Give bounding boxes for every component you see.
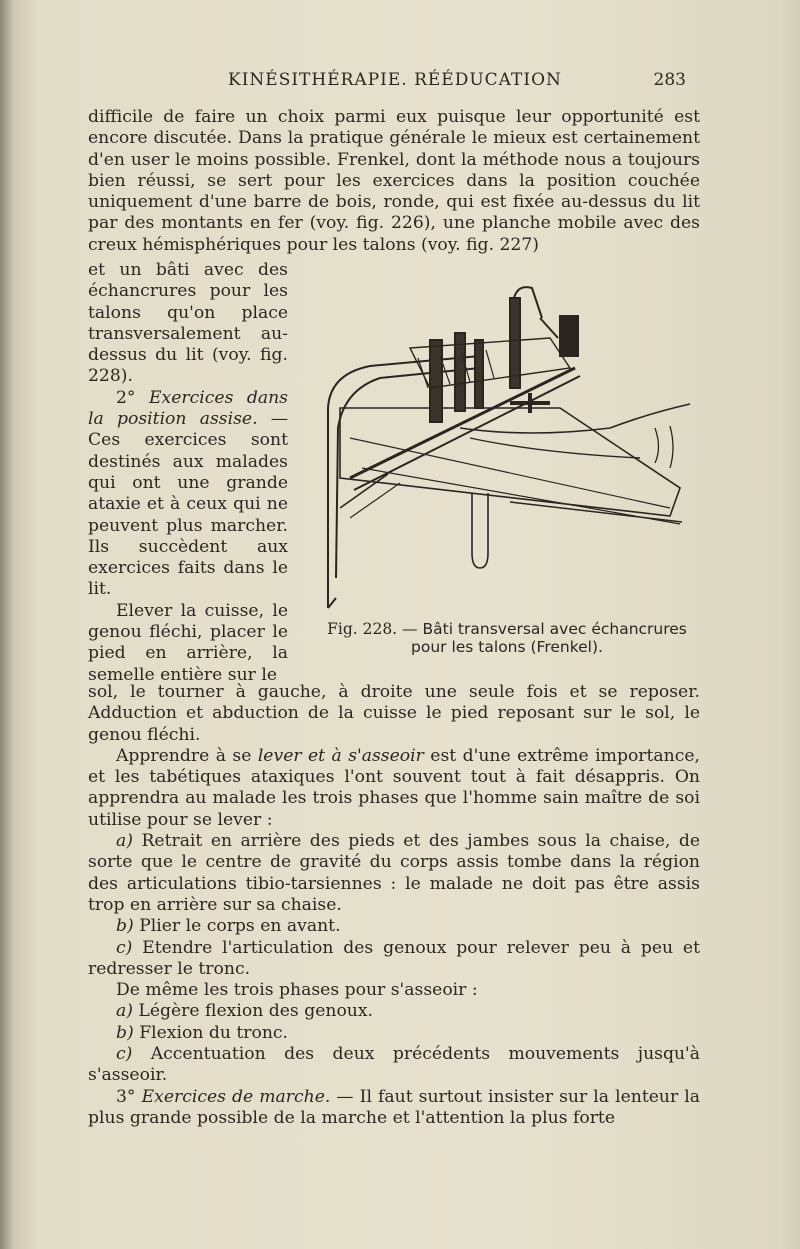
- figure-caption: [312, 620, 702, 656]
- body-text-bottom: [88, 682, 700, 1129]
- section-number: 2°: [116, 387, 136, 408]
- list-label: b): [116, 1022, 134, 1043]
- running-title: KINÉSITHÉRAPIE. RÉÉDUCATION: [228, 70, 562, 90]
- list-item: [88, 938, 700, 981]
- figure-228: [310, 278, 700, 612]
- section-text: — Ces exercices sont destinés aux malades qui ont une grande ataxie et à ceux qui ne peuvent plus marcher. Ils succèdent aux exercices faits dans le lit.: [88, 409, 288, 600]
- text-run: est d'une extrême importance, et les tabétiques ataxiques l'ont souvent tout à fait désappris. On apprendra au malade les trois phases que l'homme sain maître de soi utilise pour se lever :: [88, 745, 700, 830]
- list-label: b): [116, 916, 134, 937]
- section-heading: Exercices de marche.: [141, 1086, 331, 1107]
- list-text: Etendre l'articulation des genoux pour relever peu à peu et redresser le tronc.: [88, 937, 700, 979]
- list-item: [88, 1023, 700, 1044]
- list-text: Plier le corps en avant.: [139, 916, 341, 937]
- emphasis: lever et à s'asseoir: [257, 745, 424, 766]
- list-text: Légère flexion des genoux.: [138, 1001, 374, 1022]
- section-text: — Il faut surtout insister sur la lenteur la plus grande possible de la marche et l'attention la plus forte: [88, 1086, 700, 1128]
- list-text: Accentuation des deux précédents mouvements jusqu'à s'asseoir.: [88, 1044, 700, 1086]
- paragraph: [88, 746, 700, 831]
- paragraph: Elever la cuisse, le genou fléchi, placer le pied en arrière, la semelle entière sur le: [88, 600, 288, 685]
- list-text: Flexion du tronc.: [139, 1022, 289, 1043]
- list-label: a): [116, 1001, 133, 1022]
- section-number: 3°: [116, 1086, 136, 1107]
- page-number: 283: [653, 70, 686, 90]
- paragraph: et un bâti avec des échancrures pour les talons qu'on place transversalement au-dessus du lit (voy. fig. 228).: [88, 260, 288, 387]
- paragraph: De même les trois phases pour s'asseoir :: [116, 980, 478, 1001]
- list-label: c): [116, 1044, 133, 1065]
- list-item: [88, 831, 700, 916]
- caption-label: Fig. 228. —: [327, 620, 418, 638]
- body-text-top: [88, 107, 700, 256]
- caption-text: Bâti transversal avec échancrures pour les talons (Frenkel).: [411, 620, 687, 656]
- page-header: [88, 70, 700, 96]
- list-item: [88, 916, 700, 937]
- list-label: c): [116, 937, 133, 958]
- paragraph: sol, le tourner à gauche, à droite une seule fois et se reposer. Adduction et abduction de la cuisse le pied reposant sur le sol, le genou fléchi.: [88, 682, 700, 745]
- list-item: [88, 1001, 700, 1022]
- list-label: a): [116, 831, 133, 852]
- bed-frame-illustration: [310, 278, 700, 612]
- paragraph: difficile de faire un choix parmi eux puisque leur opportunité est encore discutée. Dans la pratique générale le mieux est certainement d'en user le moins possible. Frenkel, dont la méthode nous a toujours bien réussi, se sert pour les exercices dans la position couchée uniquement d'une barre de bois, ronde, qui est fixée au-dessus du lit par des montants en fer (voy. fig. 226), une planche mobile avec des creux hémisphériques pour les talons (voy. fig. 227): [88, 107, 700, 255]
- section-3-paragraph: [88, 1087, 700, 1130]
- text-run: Apprendre à se: [116, 745, 252, 766]
- body-text-narrow: [88, 260, 288, 686]
- section-heading: Exercices dans la position assise.: [88, 387, 288, 430]
- section-2-paragraph: [88, 388, 288, 601]
- list-item: [88, 1044, 700, 1087]
- list-text: Retrait en arrière des pieds et des jambes sous la chaise, de sorte que le centre de gravité du corps assis tombe dans la région des articulations tibio-tarsiennes : le malade ne doit pas être assis trop en arrière sur sa chaise.: [88, 831, 700, 915]
